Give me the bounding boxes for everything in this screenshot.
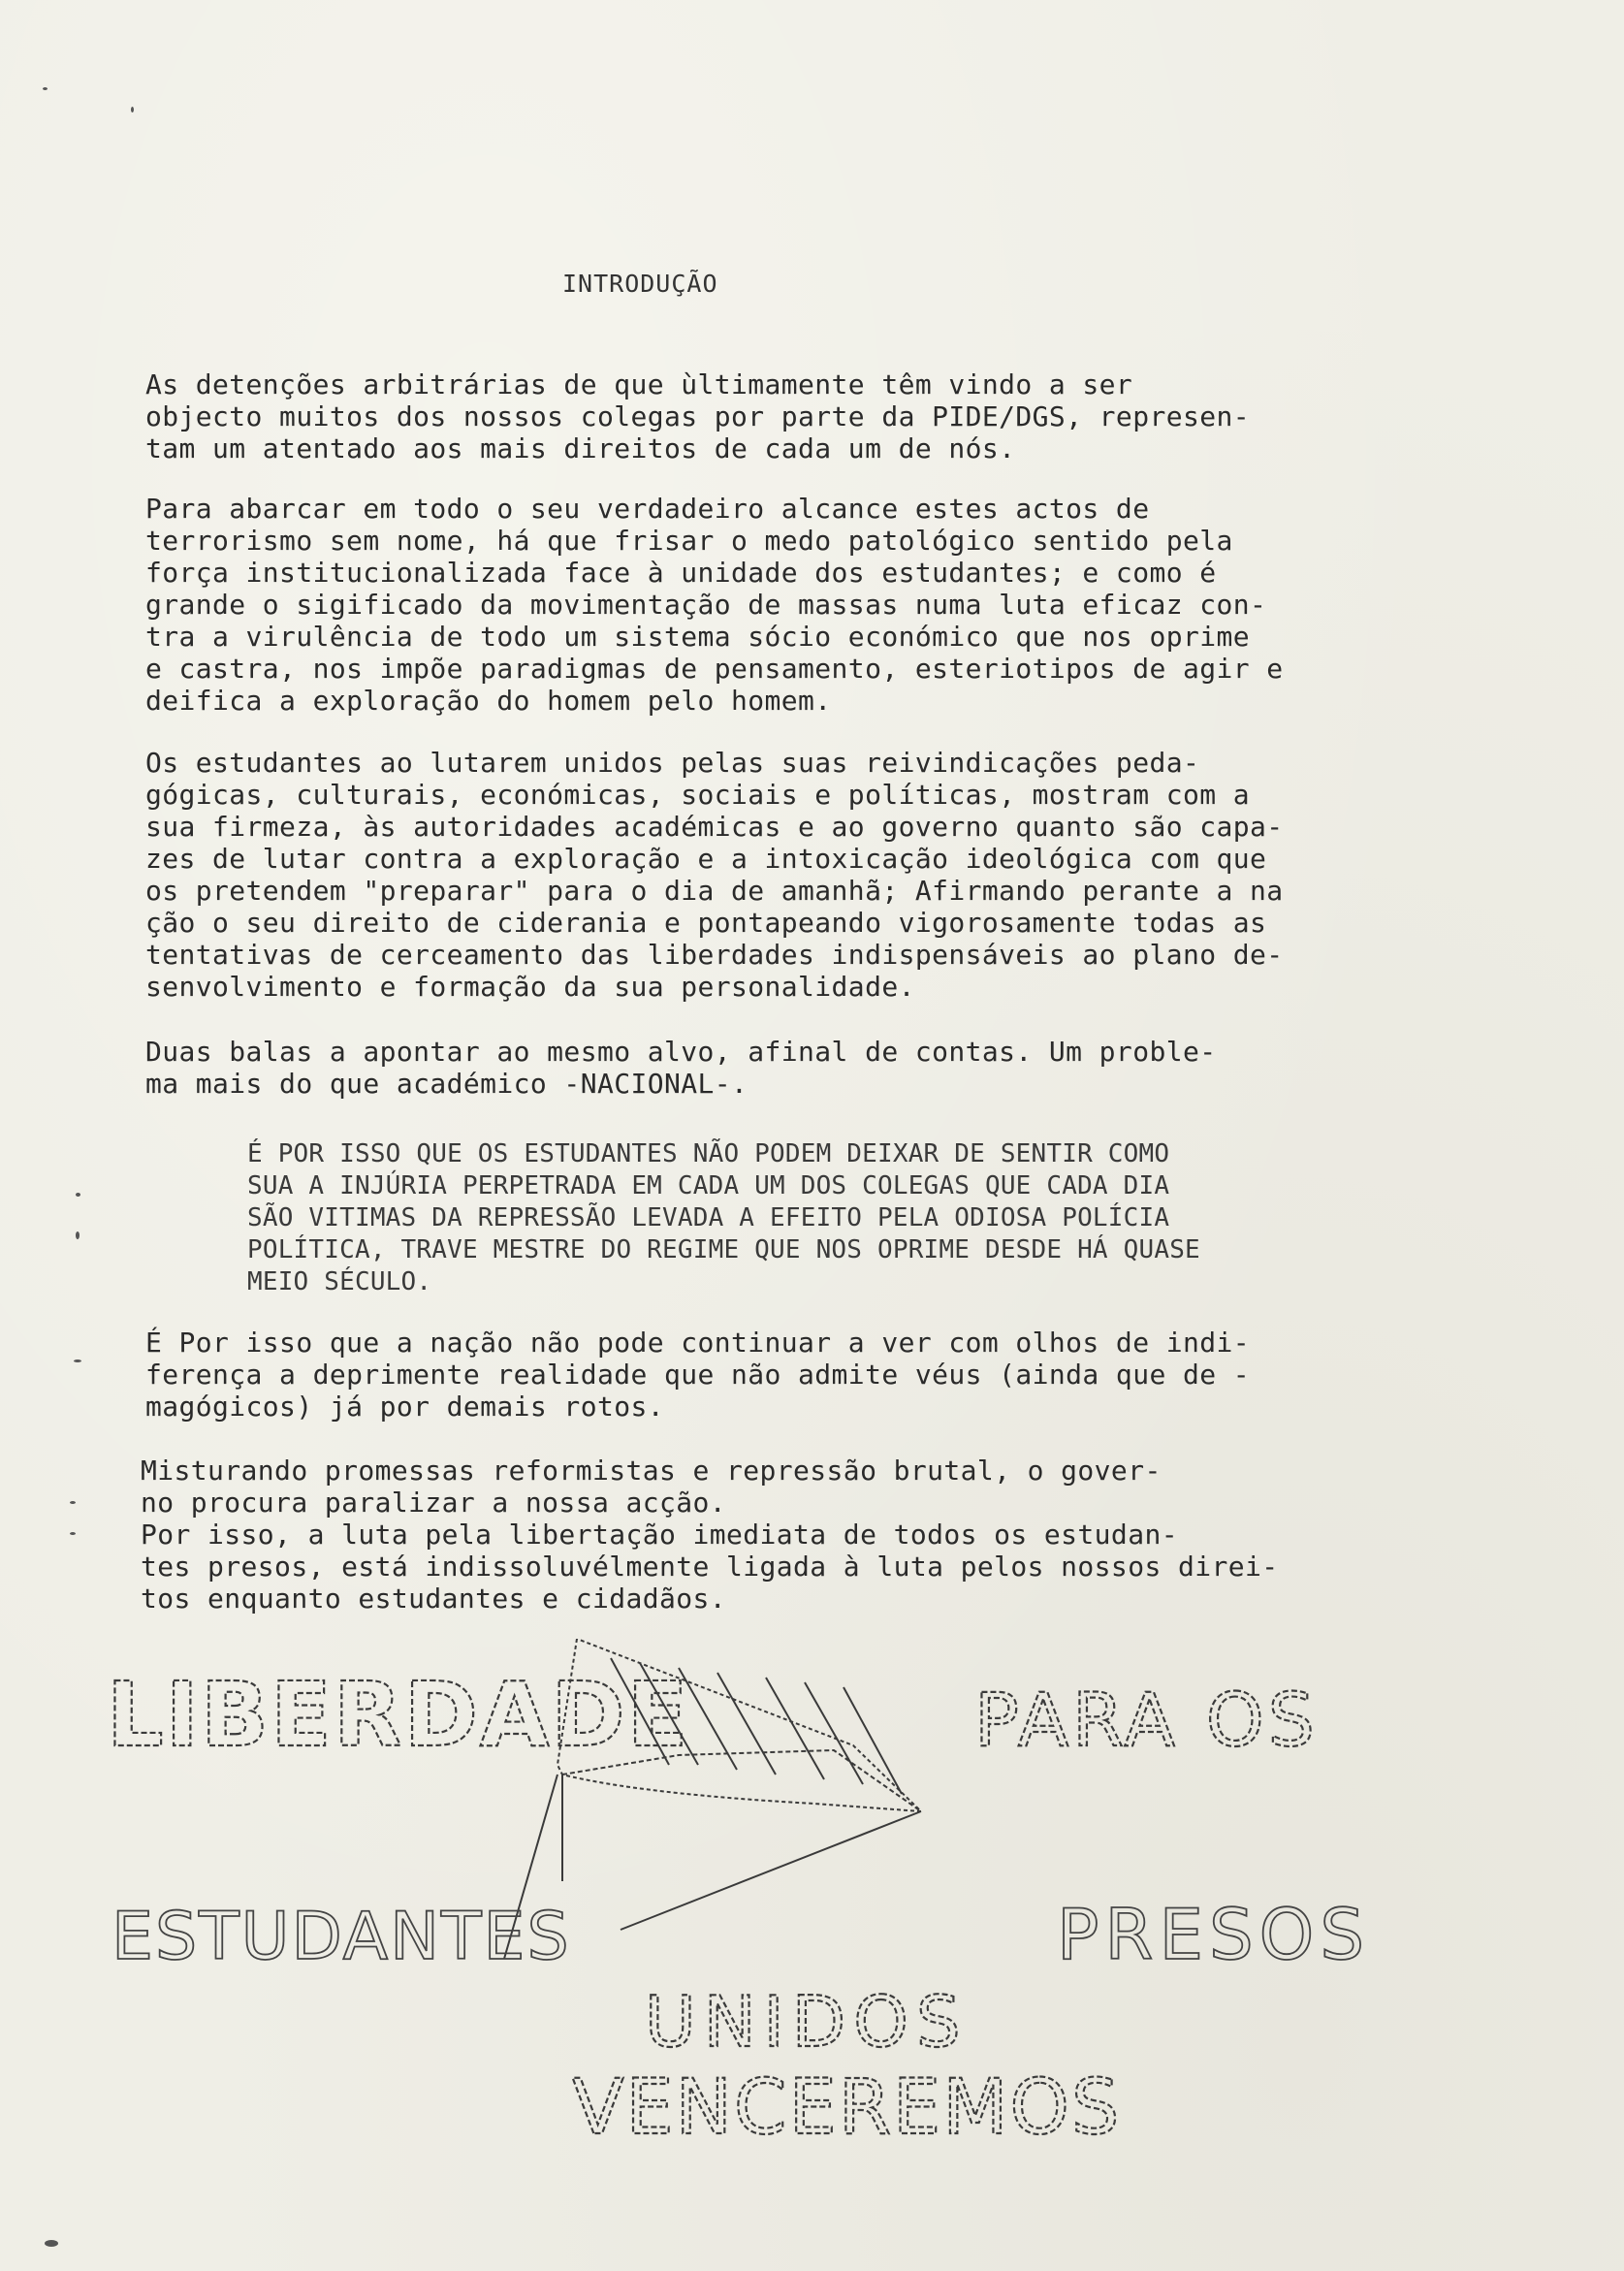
paragraph-1	[145, 368, 1483, 464]
text-line: Por isso, a luta pela libertação imediata de todos os estudan-	[141, 1519, 1178, 1551]
poster-graphic	[97, 1639, 1435, 2162]
text-line: magógicos) já por demais rotos.	[145, 1391, 664, 1423]
paragraph-4	[145, 1036, 1483, 1100]
paragraph-3	[145, 747, 1483, 1003]
paragraph-2	[145, 493, 1483, 717]
text-line: os pretendem "preparar" para o dia de amanhã; Afirmando perante a na	[145, 875, 1284, 907]
text-line: ção o seu direito de ciderania e pontapeando vigorosamente todas as	[145, 907, 1267, 939]
text-line: Duas balas a apontar ao mesmo alvo, afinal de contas. Um proble-	[145, 1036, 1217, 1068]
text-line: tes presos, está indissoluvélmente ligada à luta pelos nossos direi-	[141, 1551, 1279, 1583]
text-line: gógicas, culturais, económicas, sociais e políticas, mostram com a	[145, 779, 1250, 811]
document-title: INTRODUÇÃO	[562, 270, 718, 298]
poster-word-presos: PRESOS	[1057, 1894, 1371, 1975]
paragraph-5-caps	[247, 1138, 1585, 1298]
paper-speck	[45, 2240, 58, 2247]
text-line: É Por isso que a nação não pode continuar a ver com olhos de indi-	[145, 1327, 1250, 1359]
text-line: tos enquanto estudantes e cidadãos.	[141, 1583, 727, 1615]
stencil-poster	[97, 1639, 1435, 2162]
paper-speck	[70, 1501, 76, 1504]
paper-speck	[43, 87, 48, 90]
text-line: É POR ISSO QUE OS ESTUDANTES NÃO PODEM DEIXAR DE SENTIR COMO	[247, 1139, 1170, 1168]
text-line: POLÍTICA, TRAVE MESTRE DO REGIME QUE NOS OPRIME DESDE HÁ QUASE	[247, 1235, 1200, 1264]
paper-speck	[131, 107, 134, 112]
text-line: Misturando promessas reformistas e repressão brutal, o gover-	[141, 1455, 1162, 1487]
text-line: tentativas de cerceamento das liberdades indispensáveis ao plano de-	[145, 939, 1284, 971]
text-line: Para abarcar em todo o seu verdadeiro alcance estes actos de	[145, 493, 1150, 525]
paragraph-7	[141, 1455, 1479, 1615]
text-line: SUA A INJÚRIA PERPETRADA EM CADA UM DOS COLEGAS QUE CADA DIA	[247, 1171, 1170, 1200]
paper-speck	[76, 1193, 80, 1197]
paper-speck	[70, 1532, 76, 1535]
poster-word-estudantes: ESTUDANTES	[111, 1899, 571, 1975]
text-line: ma mais do que académico -NACIONAL-.	[145, 1068, 748, 1100]
text-line: deifica a exploração do homem pelo homem.	[145, 685, 832, 717]
paper-speck	[76, 1231, 80, 1239]
text-line: tra a virulência de todo um sistema sócio económico que nos oprime	[145, 621, 1250, 653]
text-line: no procura paralizar a nossa acção.	[141, 1487, 727, 1519]
paper-speck	[74, 1359, 81, 1362]
text-line: grande o sigificado da movimentação de massas numa luta eficaz con-	[145, 589, 1267, 621]
text-line: SÃO VITIMAS DA REPRESSÃO LEVADA A EFEITO PELA ODIOSA POLÍCIA	[247, 1203, 1170, 1232]
text-line: MEIO SÉCULO.	[247, 1267, 432, 1296]
text-line: sua firmeza, às autoridades académicas e ao governo quanto são capa-	[145, 811, 1284, 843]
text-line: As detenções arbitrárias de que ùltimamente têm vindo a ser	[145, 368, 1133, 400]
text-line: Os estudantes ao lutarem unidos pelas suas reivindicações peda-	[145, 747, 1200, 779]
paragraph-6	[145, 1327, 1483, 1423]
text-line: e castra, nos impõe paradigmas de pensamento, esteriotipos de agir e	[145, 653, 1284, 685]
text-line: ferença a deprimente realidade que não admite véus (ainda que de -	[145, 1359, 1250, 1391]
poster-word-venceremos: VENCEREMOS	[572, 2064, 1122, 2152]
text-line: objecto muitos dos nossos colegas por parte da PIDE/DGS, represen-	[145, 400, 1250, 432]
poster-word-para-os: PARA OS	[974, 1677, 1319, 1763]
text-line: zes de lutar contra a exploração e a intoxicação ideológica com que	[145, 843, 1267, 875]
text-line: força institucionalizada face à unidade dos estudantes; e como é	[145, 557, 1217, 589]
text-line: terrorismo sem nome, há que frisar o medo patológico sentido pela	[145, 525, 1233, 557]
poster-word-liberdade: LIBERDADE	[107, 1663, 690, 1767]
text-line: tam um atentado aos mais direitos de cada um de nós.	[145, 432, 1016, 464]
text-line: senvolvimento e formação da sua personalidade.	[145, 971, 915, 1003]
poster-word-unidos: UNIDOS	[645, 1981, 969, 2063]
